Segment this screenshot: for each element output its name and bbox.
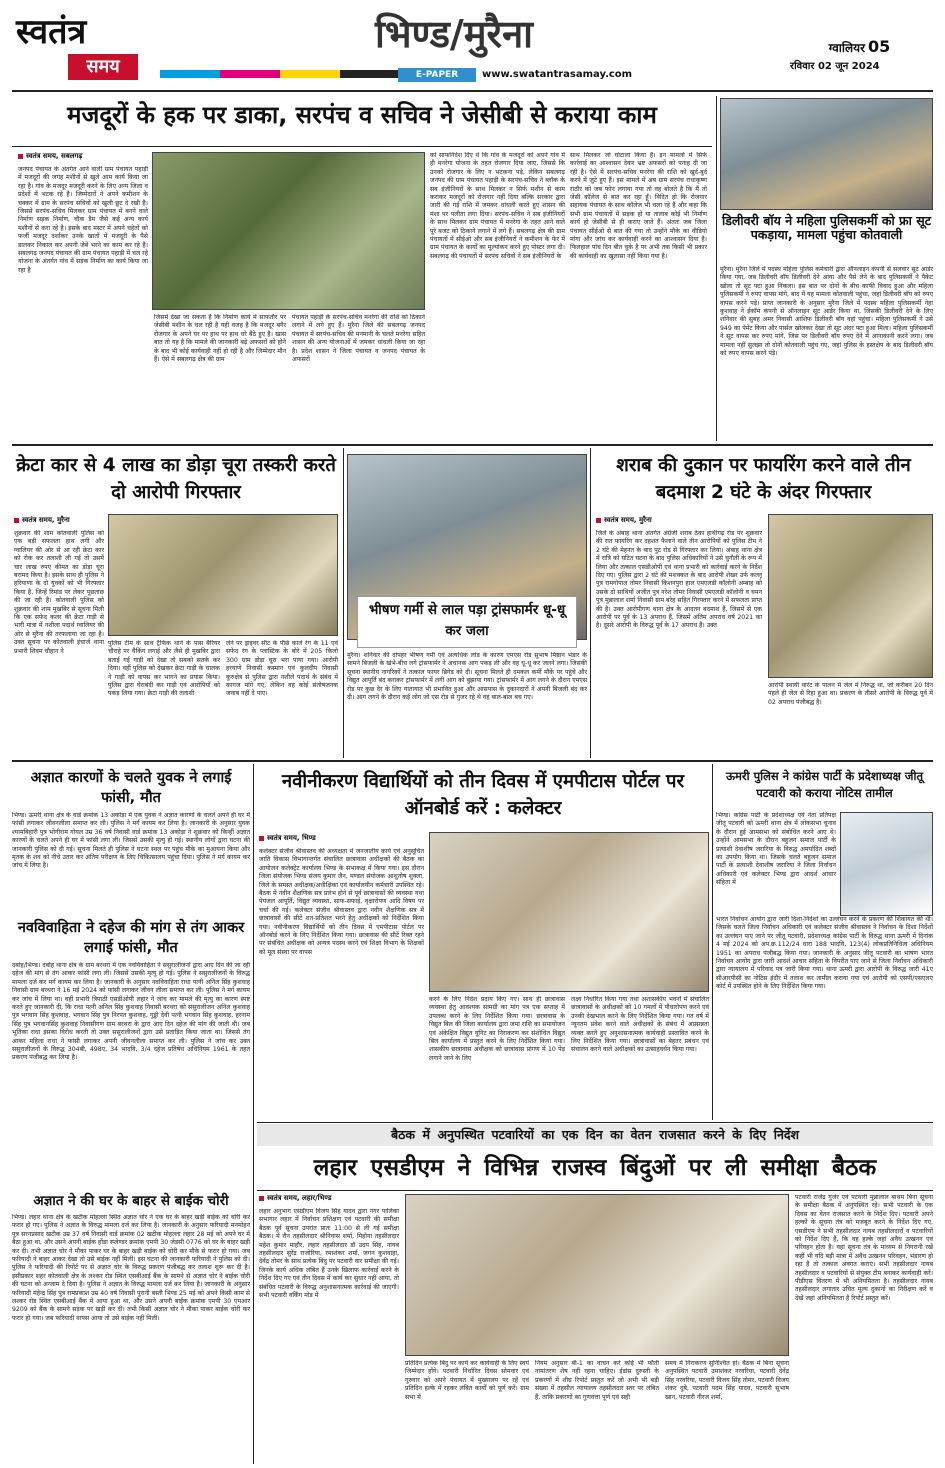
website: www.swatantrasamay.com	[482, 69, 633, 80]
story11-col3: नियम अनुसार बी-1 का वाचन करें कोई भी फौती नामांतरण शेष नहीं रहना चाहिए। ईडांस दुरुस्ती के प्रकरणों में शीघ्र रिपोर्ट प्रस्तुत करें जो अभी भी बड़ी संख्या में तहसील न्यायालय तहसीलदार स्तर पर लंबित हैं, ताकि प्रकरणों का गुणवत्ता पूर्ण एवं सही	[535, 1360, 659, 1401]
story4-caption: भीषण गर्मी से लाल पड़ा ट्रांसफार्मर धू-धू कर जला	[368, 602, 566, 639]
story6-body: भिण्ड। ऊमरी थाना क्षेत्र के वार्ड क्रमांक 13 अकोड़ा में एक युवक ने अज्ञात कारणों के चलते अपने ही घर में फांसी लगाकर जीवनलीला समाप्त कर ली। पुलिस ने मर्ग कायम कर लिया है। जानकारी के अनुसार युवक श्यामबिहारी पुत्र भोगीराम गोयल उम्र 36 वर्ष निवासी वार्ड क्रमांक 13 अकोड़ा ने शुक्रवार को किन्हीं अज्ञात कारणों के चलते अपने ही घर में फांसी लगा ली। जिससे उसकी मृत्यु हो गई। स्थानीय लोगों द्वारा घटना की जानकारी पुलिस को दी गई। सूचना मिलते ही पुलिस ने घटना स्थल पर पहुंच मौके का मुआयना किया और मृतक के शव को नीचे उतार कर अंतिम परीक्षण के लिए चिकित्सालय पहुंचा दिया। पुलिस ने मर्ग कायम कर जांच में लिया है।	[12, 812, 250, 870]
story3-byline: स्वतंत्र समय, मुरैना	[14, 516, 104, 525]
story1-col5: साथ मिलकर जो घोटाला किया है। इन मामलों में सिर्फ कार्रवाई का आश्वासन देकर भ्रष्ट अफसरों को पनाह दी जा रही है। ऐसे में सरपंच-सचिव मनरेगा की राशि को खुर्द-बुर्द करने में जुटे हुए हैं। इस मामले में अब ग्राम सरपंच राधाकृष्ण राठौर को जब फोन लगाया गया तो वह बोलते है कि मैं तो जेसी कॉलेज से बात कर रहा हूँ। विदित हो कि रोजगार सहायक पंचायत के साथ कॉलेज भी चला रहे हैं और कहा कि सभी ग्राम पंचायतों में सड़क हो या तालाब कोई भी निर्माण कार्य हो जेसीबी से ही कराए जाते हैं। अंततः जब जिला पंचायत सीईओ से बात की गया तो उन्होंने मौके का वीडियो मांगा और जांच कर कार्यवाही करने का आश्वासन दिया है। फिलहाल पांच दिन बीत चुके है पर अभी तक किसी भी प्रकार की कार्यवाही का खुलासा नहीं किया गया है।	[570, 152, 707, 260]
story11-headline: लहार एसडीएम ने विभिन्न राजस्व बिंदुओं पर ली समीक्षा बैठक	[313, 1155, 877, 1181]
story-firing	[594, 448, 933, 758]
masthead-rule	[12, 90, 933, 92]
story5-headline: शराब की दुकान पर फायरिंग करने वाले तीन बदमाश 2 घंटे के अंदर गिरफ्तार	[616, 455, 911, 503]
story7-body: दबोह/भिण्ड। दबोह थाना क्षेत्र के ग्राम बरथरा में एक नवविवाहिता ने ससुरालीजनों द्वारा आए दिन की जा रही दहेज की मांग से तंग आकर फांसी लगा ली। जिससे उसकी मृत्यु हो गई। पुलिस ने ससुरालीजनों के विरुद्ध मामला दर्ज कर मर्ग कायम कर लिया है। जानकारी के अनुसार नवविवाहिता राधा पत्नी अनिल सिंह कुशवाह निवासी ग्राम बरथरा ने 16 मई 2024 को फांसी लगाकर जीवन लीला समाप्त कर ली। पुलिस ने मर्ग कायम कर जांच में लिया था। वहीं प्रभारी त्रिपाठी एसडीओपी लहार ने जांच कर मामले की मृत्यु का कारण स्पष्ट करते हुए जानकारी दी, कि राधा पत्नी अनिल सिंह कुशवाह निवासी बरथरा को ससुरालीजन अनिल कुशवाह पुत्र भगवान सिंह कुशवाह, भगवान सिंह पुत्र निरपत कुशवाह, गुड्डी देवी पत्नी भगवान सिंह कुशवाह, हरनाम सिंह पुत्र भगवानसिंह कुशवाह निवासीगण ग्राम बरथरा के द्वारा आए दिन दहेज की मांग की जाती थी। जब भूतिका राधा इसका विरोध करती तो उक्त ससुरालीजनों द्वारा उसे प्रताड़ित किया जाता था। जिससे तंग आकर महिला राधा ने फांसी लगाकर अपनी जीवनलीला समाप्त कर ली। पुलिस ने जांच कर उक्त ससुरालीजनों के विरुद्ध 304बी, 498ए, 34 भादवि, 3/4 दहेज प्रतिषेध अधिनियम 1961 के तहत प्रकरण पंजीबद्ध कर लिया है।	[12, 962, 250, 1062]
divider-v1	[716, 96, 717, 441]
story2-body: मुरैना। मुरैना जिले में पदस्थ महिला पुलिस कर्मचारी द्वारा ऑनलाइन कंपनी से सलवार सूट आर्डर किया गया, जब डिलीवरी बॉय डिलीवरी देने आया और पैसे लेने के बाद पुलिसकर्मी ने पैकेट खोला तो सूट फ्टा हुआ निकला। इस बात पर दोनों के बीच काफी विवाद हुआ और महिला पुलिसकर्मी ने रुपए वापस मांगे, बाद में यह मामला कोतवाली पहुंचा, जहां डिलीवरी बॉय को रुपए वापस करने पड़े। प्राप्त जानकारी के अनुसार मुरैना जिले में पदस्थ महिला पुलिसकर्मी नेहा कुशवाह ने ईकॉम कंपनी से ऑनलाइन सूट आर्डर किया था, जिसकी डिलीवरी देने के लिए शनिवार की सुबह अमर निवासी आशिफ डिलीवरी बॉय वहां पहुंचा। महिला पुलिसकर्मी ने उसे 949 का पेमेंट किया और पार्सल खोलकर देखा तो सूट अंदर फ्टा हुआ मिला। महिला पुलिसकर्मी ने सूट वापस कर रुपए मांगे, जिस पर डिलीवरी बॉय रुपए देने में आनाकानी करने लगा। जब मामला नहीं सुलझा तो दोनों कोतवाली पहुंच गए, जहां पुलिस के हस्तक्षेप के बाद डिलीवरी बॉय को रुपए वापस करने पड़े।	[720, 266, 933, 358]
story10-col2: भारत निर्वाचन आयोग द्वारा जारी दिशा-निर्देशों का उल्लंघन करने के प्रकरण की शिकायत की थी। जिसके चलते जिला निर्वाचन अधिकारी एवं कलेक्टर संजीव श्रीवास्तव ने निर्वाचन के दिशा निर्देशों का उल्लंघन पाए जाने पर जीतू पटवारी, प्रदेशाध्यक्ष कांग्रेस पार्टी के विरुद्ध थाना ऊमरी में दिनांक 4 मई 2024 को अप.क्र.112/24 धारा 188 भादवि, 123(4) लोकप्रतिनिधित्व अधिनियम 1951 का अपराध पंजीबद्ध किया गया। जानकारी के अनुसार जीतू पटवारी का भाषण भारत निर्वाचन आयोग द्वारा जारी आदर्श आचार संहिता के विपरीत पाए जाने से जिला निर्वाचन अधिकारी द्वारा न्यायालय में परिवाद पत्र जारी किया गया। थाना ऊमरी द्वारा आरोपी के विरुद्ध जारी 41ए सीआरपीसी का नोटिस इंदौर में तलाश कर तामील कराया गया एवं आरोपी को एसपी/एसएलए कोर्ट में उपस्थित होने के लिए निर्देशित किया गया।	[716, 916, 933, 991]
divider-v5	[712, 764, 713, 1120]
divider-h1	[12, 444, 933, 446]
story5-col2: आरोपी स्थायी वारंट के पालन में जेल में निरुद्ध था, जो करीबन 20 दिन पहले ही जेल से रिहा हुआ था। प्रकरण के तीसरे आरोपी के विरुद्ध पूर्व में 02 अपराध पंजीबद्ध है।	[768, 682, 933, 706]
story4-body: मुरैना। शनिवार की दोपहर भीषण गर्मी एवं अत्यधिक लोड के कारण एमएस रोड सुभाष मिष्ठान भंडार के सामने बिजली के खंभे-बीच लगे ट्रांसफार्मर ने अचानक आग पकड़ ली और वह धू-धू कर जलने लगा। जिसकी सूचना स्थानीय नागरिकों ने तत्काल फायर ब्रिगेड को दी। सूचना मिलते ही दमकल कर्मी मौके पर पहुंचे और विद्युत आपूर्ति बंद कराकर ट्रांसफार्मर में लगी आग को बुझाया गया। ट्रांसफार्मर में आग लगने के दौरान एमएस रोड पर कुछ देर के लिए यातायात भी प्रभावित हुआ और आसपास के दुकानदारों ने अपनी बिजली बंद कर दी। आग लगने के दौरान कई लोग जो एस रोड से गुजर रहे थे वह बाल-बाल बच गए।	[347, 652, 587, 702]
divider-v4	[253, 764, 254, 1464]
story-dowry	[12, 916, 250, 1188]
story5-col1: जिले के अंबाह थाना अंतर्गत अंग्रेजी शराब ठेका हाथीगढ़ रोड पर शुक्रवार की रात फायरिंग कर दहशत फैलाने वाले तीन आरोपियों को पुलिस टीम ने 2 घंटे की मेहनत के बाद पुट रोड से गिरफ्तार कर लिया। अंबाह थाना क्षेत्र में रात्रि को घटित घटना के बाद पुलिस अधिकारियों ने उसे चुनौती के रूप में लिया और तत्काल एसडीओपी एवं थाना प्रभारी को कार्रवाई करने के निर्देश दिए गए। पुलिस द्वारा 2 घंटे की मशक्कत के बाद आरोपी शेखर उर्फ कल्लू पुत्र रामगोपाल तोमर निवासी किशनपुरा हाल एमएलडी कॉलोनी अम्बाह को उसके दो साथियों अजीत पुत्र नरेश तोमर निवासी एमएलडी कॉलोनी व चमन पुत्र मुन्नालाल शर्मा निवासी ग्राम बरेह सहित गिरफ्तार करने में सफलता प्राप्त की है। उक्त आरोपीगण थाना क्षेत्र के आदतन बदमाश हैं, जिसमें से एक आरोपी पर पूर्व के 13 अपराध हैं, जिसमें अंतिम अपराध वर्ष 2021 का है। दूसरे आरोपी के विरुद्ध पूर्व के 17 अपराध हैं। उक्त	[596, 530, 762, 630]
story8-body: भिण्ड। लहार थाना क्षेत्र के खटीक मोहल्ला स्थित अज्ञात चोर ने एक घर के बाहर खड़ी बाईक को चोरी कर फरार हो गए। पुलिस ने अज्ञात के विरुद्ध मामला दर्ज कर लिया है। जानकारी के अनुसार फरियादी मनमोहन पुत्र सरनप्रसाद खटीक उम्र 37 वर्ष निवासी वार्ड क्रमांक 02 खटीक मोहल्ला लहार 28 मई को अपने घर में बैठा हुआ था, और उसने अपनी बाईक होंडा स्प्लेण्डर क्रमांक एमपी 30 जेडसी 0776 को घर के बाहर खड़ी कर दी। तभी अज्ञात चोर ने मौका पाकर घर के बाहर खड़ी बाईक को चोरी कर मौके से फरार हो गया। जब फरियादी ने बाहर आकर देखा तो उसे बाईक नहीं मिली। इस घटना की जानकारी फरियादी ने पुलिस को दी। पुलिस ने फरियादी की रिपोर्ट पर से अज्ञात चोर के विरुद्ध प्रकरण पंजीबद्ध कर तलाश शुरू कर दी है। इसीप्रकार शहर कोतवाली क्षेत्र के लश्कर रोड स्थित एसबीआई बैंक के सामने से अज्ञात चोर ने बाईक चोरी की घटना को अन्जाम दे दिया है। पुलिस ने अज्ञात के विरुद्ध मामला दर्ज कर लिया है। जानकारी के अनुसार फरियादी मंहेन्द्र सिंह पुत्र रामप्रकाश उम्र 40 वर्ष निवासी पुरानी बस्ती भिण्ड 25 मई को अपने किसी काम से लश्कर रोड स्थित एसबीआई बैंक में आया हुआ था, और उसने अपनी बाईक क्रमांक एमपी 30 एमआर 9209 को बैंक के सामने सड़क पर खड़ी कर दी। तभी किसी अज्ञात चोर ने मौका पाकर बाईक चोरी कर फरार हो गया। जब फरियादी वापस आया तो उसे बाईक नहीं मिली।	[12, 1214, 250, 1322]
story3-col1: शुक्रवार की शाम कोतवाली पुलिस को एक बड़ी सफलता हाथ लगी और ग्वालियर की ओर से आ रही क्रेटा कार को रोक कर तलाशी ली गई तो उसमें चार लाख रुपए कीमत का डोड़ा चूरा बरामद किया है। इसके साथ ही पुलिस ने हरियाणा के दो युवकों को भी गिरफ्तार किया है, जिन्हें रिमांड पर लेकर पूछताछ की जा रही है। कोतवाली पुलिस को शुक्रवार की शाम मुखबिर से सूचना मिली कि एक सफेद कलर की क्रेटा गाड़ी से भारी मात्रा में नशीला पदार्थ ग्वालियर की ओर से मुरैना की तरफलाया जा रहा है। उक्त सूचना पर कोतवाली इंचार्ज थाना प्रभारी शिवम चौहान ने	[14, 530, 104, 655]
story1-col4: को साफनिर्देश दिए थे कि गांव के मजदूरों को अपने गांव में ही मनरेगा योजना के तहत रोजगार दिया जाए, जिससे कि उनको रोजगार के लिए न भटकना पड़े, लेकिन सबलगढ़ जनपद की ग्राम पंचायत पहाड़ी के सरपंच-सचिव ने ब्लॉक के सब इंजीनियरों के साथ मिलकर न सिर्फ मशीन से काम कराकर मजदूरों को रोजगार नहीं दिया बल्कि सरकार द्वारा जारी की गई राशि में जमकर धांधली करते हुए शासन की मंशा पर पलीता लगा दिया। सरपंच-सचिव ने सब इंजीनियरों के साथ मिलकर ग्राम पंचायत में मनरेगा के तहत आने वाले पूरे बजट को ठिकाने लगाने में लगे हैं। सबलगढ़ क्षेत्र की ग्राम पंचायतों में सीईओ और सब इंजीनियरों ने कमीशन के फेर में ग्राम पंचायत के कार्यों का मूल्यांकन करने हुए पोस्टर लगा दी। सबलगढ़ की पंचायतों में सरपंच सचिवों ने सब इंजीनियरों के	[430, 152, 565, 260]
epaper-label: E-PAPER	[398, 68, 476, 82]
date-line: रविवार 02 जून 2024	[790, 61, 880, 72]
story9-photo	[429, 832, 709, 992]
edition-title: भिण्ड/मुरैना	[375, 12, 534, 56]
story9-headline: नवीनीकरण विद्यार्थियों को तीन दिवस में एमपीटास पोर्टल पर ऑनबोर्ड करें : कलेक्टर	[281, 771, 685, 819]
story9-byline: स्वतंत्र समय, भिण्ड	[259, 834, 424, 843]
story10-headline: ऊमरी पुलिस ने कांग्रेस पार्टी के प्रदेशाध्यक्ष जीतू पटवारी को कराया नोटिस तामील	[725, 769, 924, 800]
story1-col1: जनपद पंचायत के अंतर्गत आने वाली ग्राम पंचायत पहाड़ी में मजदूरों की जगह मशीनों से खुले आम कार्य किया जा रहा है। गांव के मजदूर मजदूरी करने के लिए अन्य जिला व प्रदेशों में भटक रहे है। जिम्मेदारों ने अपने कमीशन के चक्कर में ग्राम के सरपंच सचिवों को खुली छूट दे रखी है। जिससे सरपंच-सचिव मिलकर ग्राम पंचायत में बनने वाले निर्माण सड़क निर्माण, चौक डैम जैसे कई अन्य कार्य मशीनों से करा रहे है। इसके बाद मस्टर में अपने चहेतों को फर्जी मजदूर दर्शाकर उनके खातों में मजदूरी के पैसे डालकर निकाल कर अपनी जेबें भरने का काम कर रहे है। सबलगढ़ जनपद पंचायत की ग्राम पंचायत पहाड़ी में चल रहे योजना के अंतर्गत गांव में सड़क निर्माण का कार्य किया जा रहा है	[18, 166, 148, 274]
story9-col1: कलेक्टर संजीव श्रीवास्तव की अध्यक्षता में जनजातीय कार्य एवं अनुसूचित जाति विकास विभागान्तर्गत संचालित छात्रावास अधीक्षकों की बैठक का आयोजन कलेक्ट्रेट कार्यालय भिण्ड के सभाकक्ष में किया गया। इस दौरान जिला संयोजक भिण्ड संजय कुमार जैन, मण्डल संयोजक आशुतोष शुक्ला, जिले के समस्त अधीक्षक/अधीक्षिका एवं कार्यालयीन कर्मचारी उपस्थित रहे। बैठक में नवीन शैक्षणिक सत्र प्रारंभ होने से पूर्व छात्रावासों की व्यवस्था यथा पेयजल आपूर्ति, विद्युत व्यवस्था, साफ-सफाई, वृक्षारोपण आदि विषय पर चर्चा की गई। कलेक्टर संजीव श्रीवास्तव द्वारा नवीन शैक्षणिक सत्र में छात्रावासों की सीटें शत-प्रतिशत भरने हेतु अधीक्षकों को निर्देशित किया गया। नवीनीकरण विद्यार्थियों को तीन दिवस में एमपीटास पोर्टल पर ऑनबोर्ड करने के लिए निर्देशित किया गया। छात्रावास की सीटें रिक्त रहने पर संबंधित अधीक्षक को अन्यत्र पदस्थ करने एवं शिक्षा विभाग के शिक्षकों को मूल संस्था पर वापस	[259, 848, 424, 956]
story11-col2: प्रतिदिन प्रत्येक बिंदु पर कार्य कर कार्यवाही के लिए स्वयं जिम्मेदार होंगे। पटवारी निर्धारित दिवस सोमवार एवं गुरुवार को अपने पंचायत में मुख्यालय पर रहें एवं प्रतिदिन हल्के में रहकर लंबित कार्यों को पूर्ण करें। ग्राम सभा में	[405, 1360, 529, 1401]
story11-rule	[257, 1190, 933, 1191]
divider-v2	[343, 448, 344, 758]
story5-photo	[768, 514, 933, 678]
story10-col1: भिण्ड। कांग्रेस पार्टी के प्रदेशाध्यक्ष एवं नेता प्रतिपक्ष जीतू पटवारी को ऊमरी थाना क्षेत्र में लोकसभा चुनाव के दौरान हुई आमसभा को संबोधित करने आए थे। उन्होंने आमसभा के दौरान बहुजन समाज पार्टी के प्रत्याशी देवाशीष जरारिया के विरुद्ध अमर्यादित शब्दों का उपयोग किया था। जिसके चलते बहुजन समाज पार्टी के प्रत्याशी देवाशीष जरारिया ने जिला निर्वाचन अधिकारी एवं कलेक्टर भिण्ड द्वारा आदर्श आचार संहिता में	[716, 812, 836, 887]
divider-v3	[590, 448, 591, 758]
story3-headline: क्रेटा कार से 4 लाख का डोड़ा चूरा तस्करी करते दो आरोपी गिरफ्तार	[16, 455, 336, 503]
page-number: 05	[868, 37, 891, 56]
story-youth	[12, 764, 250, 914]
story11-col4: समय में निराकरण सुनिश्चित हो। बैठक में बिना सूचना अनुपस्थित पटवारी उमाशंकर नरवरिया, पटवारी देवेंद्र सिंह नरवरिया, पटवारी विजय सिंह तोमर, पटवारी विजय शंकर दुबे, पटवारी पदम सिंह यादव, पटवारी सुभाष खान, पटवारी नीरज शर्मा,	[665, 1360, 789, 1401]
story5-byline: स्वतंत्र समय, मुरैना	[596, 516, 756, 525]
story1-headline: मजदूरों के हक पर डाका, सरपंच व सचिव ने जेसीबी से कराया काम	[67, 101, 657, 129]
story1-col2: जिसमें देखा जा सकता है कि निर्माण कार्य में साफतौर पर जेसीबी मशीन के चल रही है यही वजह है कि मजदूर बगैर रोजगार के अपने घर पर हाथ पर हाथ धरे बैठे हुए है। खास बात तो यह है कि मामले की जानकारी बढ़े अफसरों को होने के बाद भी कोई कार्यवाही नहीं हो रही है और जिम्मेदार मौन हैं। ऐसे में सबलगढ़ क्षेत्र की ग्राम	[154, 314, 286, 364]
story8-headline: अज्ञात ने की घर के बाहर से बाईक चोरी	[33, 1193, 229, 1209]
story-delivery	[720, 96, 933, 441]
story-collector	[257, 764, 709, 1120]
story-bike-theft	[12, 1190, 250, 1460]
story-labourers	[12, 96, 712, 441]
story-lahar-sdm	[257, 1124, 933, 1464]
city-label: ग्वालियर	[828, 41, 865, 55]
divider-h3	[257, 1122, 933, 1123]
story-transformer	[347, 448, 587, 758]
story1-byline: स्वतंत्र समय, सबलगढ़	[18, 152, 148, 161]
logo	[16, 12, 151, 84]
story6-headline: अज्ञात कारणों के चलते युवक ने लगाई फांसी, मौत	[30, 770, 232, 806]
story3-col3: लेने पर ड्राइवर सीट के पीछे काले रंग के 11 एवं सफेद रंग के प्लास्टिक के बोरे में 205 किलो 300 ग्राम डोड़ा चूरा भरा पाया गया। आरोपी हरयाणे निवासी कस्मान एवं कुलदीप निवासी कुरुक्षेत्र से पुलिस द्वारा नशीले पदार्थ के संबंध में कागज मांगे गए, लेकिन वह कोई संतोषजनक जवाब नहीं दे पाए।	[226, 640, 338, 698]
story10-portrait	[840, 812, 933, 916]
story2-photo	[720, 98, 933, 210]
story-creta	[12, 448, 340, 758]
story-patwari-notice	[716, 764, 933, 1120]
story11-col5: पटवारी राजेंद्र गुर्जर एवं पटवारी मुन्नालाल बाथम बिना सूचना के समीक्षा बैठक में अनुपस्थित रहे। सभी पटवारी के एक दिवस का वेतन राजसात करने के निर्देश दिए। पटवारी अपने हल्कों के सूचना तंत्र को मजबूत करने के निर्देश दिए गए, एसडीएम ने सभी तहसीलदार नायब तहसीलदारों व पटवारियों को निर्देश दिए हैं, कि वह हल्के जहां अवैध उत्खनन एवं परिवहन होता है। वहां सूचना तंत्र के माध्यम से निगरानी रखें कहीं भी यदि बड़ी मात्रा में अवैध उत्खनन परिवहन, भंडारण हो रहा है तो तत्काल अवगत कराएं। सभी तहसीलदार नायब तहसीलदार व पटवारियों से संयुक्त टीम बनाकर कार्यवाही करें। पीडीएस वितरण में भी अनियमितता है। तहसीलदार नायब तहसीलदार लगातार उचित मूल्य दुकानों का निरीक्षण करें व देखें जहां अनियमितता है रिपोर्ट प्रस्तुत करें।	[795, 1194, 933, 1302]
story11-photo	[405, 1194, 789, 1356]
story9-col2: करने के लिए निर्देश प्रदाय किए गए। साथ ही छात्रावास व्यवस्था हेतु आवश्यक सामग्री का मांग पत्र एक सप्ताह में उपलब्ध करने के लिए निर्देशित किया गया। छात्रावास के विद्युत बिल की जिला कार्यालय द्वारा जमा राशि का समायोजन एवं अंकेक्षित विद्युत यूनिट का निराकरण कर संशोधित विद्युत बिल कार्यालय में प्रस्तुत करने के लिए निर्देशित किया गया। शासकीय छात्रावास अधीक्षक को छात्रावास प्रांगण में 10 पेड़ लगाने जाने के लिए	[429, 996, 565, 1062]
story9-col3: लक्ष्य निर्धारित किया गया तथा अशासकीय भवनों में संचालित छात्रावासों के अधीक्षकों को 10 गमलों में पौधारोपण करने एवं उनकी देखभाल करने के लिए निर्देशित किया गया। गत वर्ष में न्यूनतम प्रवेश करने वाले अधीक्षकों के संबंध में अप्रसन्नता व्यक्त करते हुए अनुशासनात्मक कार्यवाही प्रस्तावित करने के लिए निर्देशित किया गया। छात्रावासों का बेहतर प्रबंधन एवं संचालन करने वाले अधीक्षकों का उत्साहवर्धन किया गया।	[571, 996, 709, 1054]
logo-line1: स्वतंत्र	[16, 12, 87, 52]
story3-col2: पुलिस टीम के साथ ट्रैफिक थाने के पास बैरियर चौराहे पर चैकिंग लगाई और जैसे ही मुखबिर द्वारा बताई गई गाड़ी को देखा तो सबको सतर्क कर दिया। वहीं पुलिस को देखकर क्रेटा गाड़ी के चालक ने गाड़ी को वापस कर भागने का प्रयास किया। पुलिस द्वारा घेराबंदी कर गाड़ी एवं आरोपियों को पकड़ लिया गया। क्रेटा गाड़ी की तलाशी	[108, 640, 220, 698]
story11-kicker: बैठक में अनुपस्थित पटवारियों का एक दिन का वेतन राजसात करने के दिए निर्देश	[390, 1127, 800, 1142]
divider-h2	[12, 760, 933, 762]
story1-photo	[152, 152, 425, 310]
logo-line2: समय	[68, 54, 138, 80]
story11-col1: लहार अनुभाग एसडीएम विजय सिंह यादव द्वारा नगर पालिका सभागार लहार में निर्वाचन प्रशिक्षण एवं पटवारी की समीक्षा बैठक पूर्व सूचना उपरांत प्रातः 11:00 से ली गई समीक्षा बैठक। में रौन तहसीलदार श्रीनिवास शर्मा, मिहोना तहसीलदार महेश कुमार माहौर, लहार तहसीलदार डॉ उदय सिंह, नायब तहसीलदार सुरेंद्र राजोरिया, रमाशंकर शर्मा, जगन कुशवाहा, देवेंद्र तोमर के साथ प्रत्येक बिंदु पर पटवारी वार समीक्षा की गई। जिनके कार्य अधिक लंबित हैं उनके खिलाफ कार्रवाई करने के निर्देश दिए गए एवं तीन दिवस में कार्य कर सुधार नहीं आया, तो संबंधित पटवारी के विरुद्ध अनुशासनात्मक कार्रवाई की जाएगी। सभी पटवारी वर्किंग मोड में	[259, 1208, 399, 1300]
story2-headline: डिलीवरी बॉय ने महिला पुलिसकर्मी को फ्रा सूट पकड़ाया, मामला पहुंचा कोतवाली	[721, 213, 932, 243]
story3-photo	[108, 514, 338, 636]
story7-headline: नवविवाहिता ने दहेज की मांग से तंग आकर लगाई फांसी, मौत	[17, 920, 245, 956]
color-bar	[160, 70, 400, 78]
story1-rule	[12, 146, 712, 147]
story1-col3: पंचायत पहाड़ी के सरपंच-सचिव मनरेगा की राशि को ठिकाने लगाने में लगे हुए हैं। मुरैना जिले की सबलगढ़ जनपद पंचायत में सरपंच-सचिव की मनमानी के चलते मनरेगा सहित शासन की अन्य योजनाओं में जमकर धांधली किया जा रहा है। प्रदेश शासन ने जिला पंचायत व जनपद पंचायत के अफसरों	[292, 314, 425, 364]
story11-byline: स्वतंत्र समय, लहार/भिण्ड	[259, 1194, 399, 1203]
masthead	[0, 0, 945, 94]
